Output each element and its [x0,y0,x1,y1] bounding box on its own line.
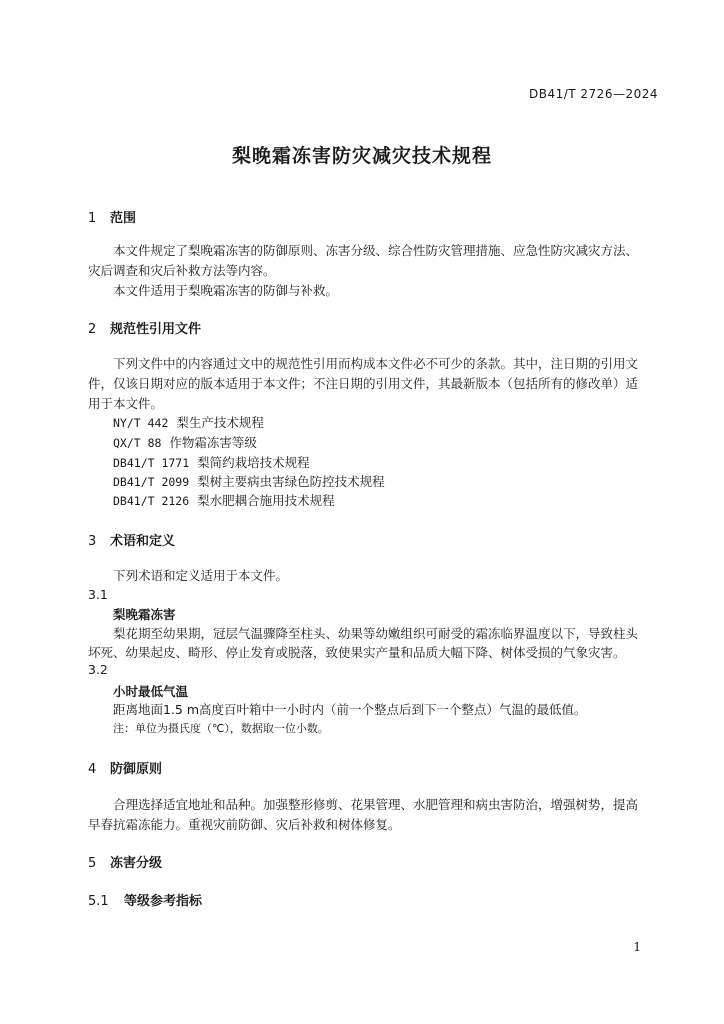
section-number: 5 [88,856,97,871]
section-number: 5.1 [88,894,109,909]
paragraph-line: 灾后调查和灾后补救方法等内容。 [88,263,276,278]
section-2-heading [88,318,201,337]
paragraph-line: 本文件规定了梨晚霜冻害的防御原则、冻害分级、综合性防灾管理措施、应急性防灾减灾方法、 [113,243,639,258]
paragraph-line: 坏死、幼果起皮、畸形、停止发育或脱落，致使果实产量和品质大幅下降、树体受损的气象灾害。 [88,645,626,660]
reference-code: NY/T 442 [113,416,169,430]
page-number: 1 [633,940,641,954]
term-title: 梨晚霜冻害 [113,607,176,622]
section-number: 2 [88,322,97,337]
section-5-heading [88,852,162,871]
paragraph-line: 本文件适用于梨晚霜冻害的防御与补救。 [113,283,339,298]
term-title: 小时最低气温 [113,684,189,699]
section-title: 冻害分级 [110,856,163,871]
reference-code: QX/T 88 [113,436,162,450]
section-1-heading [88,207,136,226]
reference-item [113,453,310,473]
section-4-heading [88,758,162,777]
reference-item [113,472,385,492]
section-title: 规范性引用文件 [110,322,202,337]
paragraph-line: 下列术语和定义适用于本文件。 [113,568,289,583]
reference-name: 梨树主要病虫害绿色防控技术规程 [197,474,385,489]
section-number: 4 [88,762,97,777]
paragraph-line: 件，仅该日期对应的版本适用于本文件；不注日期的引用文件，其最新版本（包括所有的修改单）适 [88,376,639,391]
document-title: 梨晚霜冻害防灾减灾技术规程 [231,145,492,167]
section-title: 等级参考指标 [124,894,203,909]
reference-code: DB41/T 2126 [113,494,190,508]
note: 注：单位为摄氏度（℃），数据取一位小数。 [113,722,329,735]
term-number: 3.1 [88,587,108,602]
section-title: 术语和定义 [110,534,176,549]
standard-number: DB41/T 2726—2024 [528,87,658,101]
reference-item [113,491,335,511]
paragraph-line: 合理选择适宜地址和品种。加强整形修剪、花果管理、水肥管理和病虫害防治，增强树势，提高 [113,797,639,812]
reference-name: 梨简约栽培技术规程 [197,455,310,470]
reference-name: 梨生产技术规程 [176,415,264,430]
paragraph-line: 下列文件中的内容通过文中的规范性引用而构成本文件必不可少的条款。其中，注日期的引用文 [113,356,639,371]
paragraph-line: 距离地面1.5 m高度百叶箱中一小时内（前一个整点后到下一个整点）气温的最低值。 [113,702,587,717]
paragraph-line: 用于本文件。 [88,396,164,411]
reference-item [113,433,257,453]
reference-name: 梨水肥耦合施用技术规程 [197,493,335,508]
paragraph-line: 梨花期至幼果期，冠层气温骤降至柱头、幼果等幼嫩组织可耐受的霜冻临界温度以下，导致柱头 [113,626,639,641]
paragraph-line: 早春抗霜冻能力。重视灾前防御、灾后补救和树体修复。 [88,817,401,832]
reference-name: 作物霜冻害等级 [169,435,257,450]
reference-code: DB41/T 1771 [113,456,190,470]
section-3-heading [88,530,175,549]
section-number: 1 [88,211,97,226]
section-number: 3 [88,534,97,549]
section-5-1-heading [88,890,202,909]
term-number: 3.2 [88,662,108,677]
section-title: 防御原则 [110,762,163,777]
section-title: 范围 [110,211,137,226]
reference-item [113,413,264,433]
reference-code: DB41/T 2099 [113,475,190,489]
